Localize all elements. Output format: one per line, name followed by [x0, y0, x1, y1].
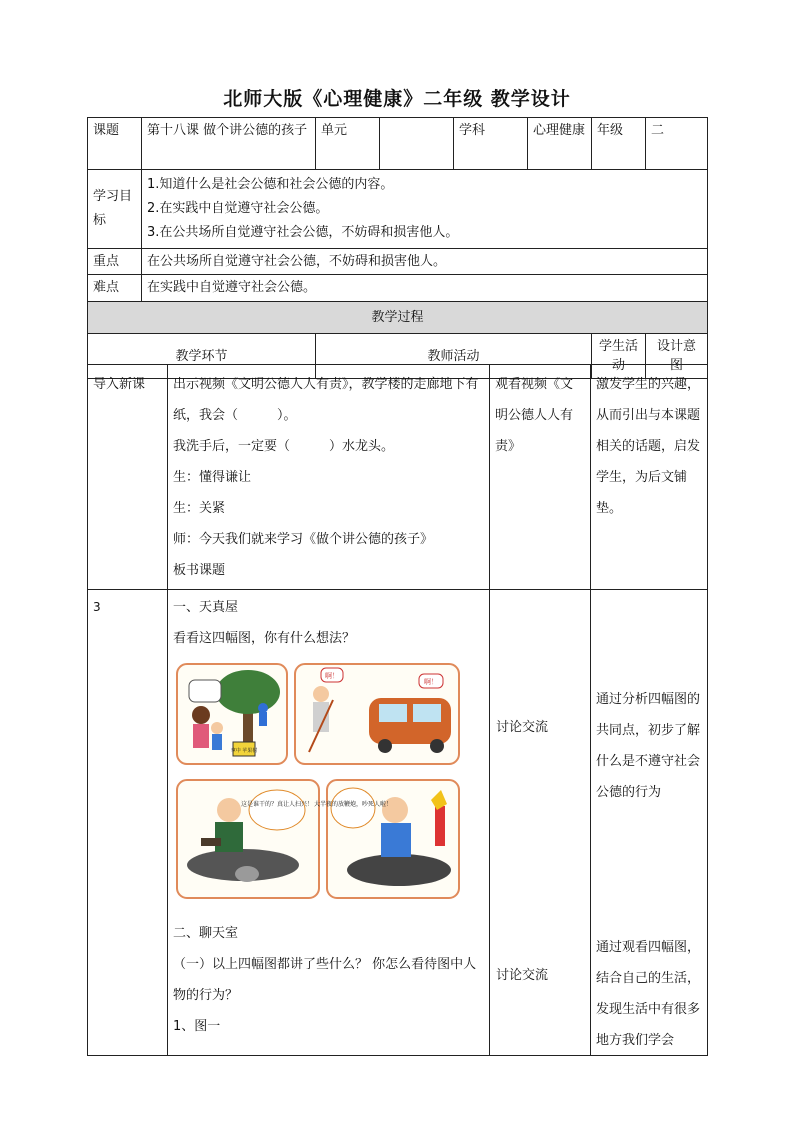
- col-intent: 设计意图: [646, 334, 708, 379]
- process-heading: 教学过程: [88, 302, 708, 334]
- bubble-top-mid: 啊！: [325, 672, 339, 680]
- intro-student: 观看视频《文明公德人人有责》: [490, 365, 591, 590]
- part2-item: 1、图一: [173, 1019, 221, 1034]
- bubble-top-right: 啊！: [424, 678, 438, 686]
- topic-value: 第十八课 做个讲公德的孩子: [142, 118, 316, 170]
- grade-label: 年级: [592, 118, 646, 170]
- student-activity-2: 讨论交流: [496, 968, 549, 983]
- panel-dog-mess: [177, 780, 319, 898]
- teacher-line: 我洗手后，一定要（ ）水龙头。: [173, 439, 395, 454]
- intro-stage: 导入新课: [88, 365, 168, 590]
- section2-intent: [591, 590, 708, 1056]
- section2-teacher: [168, 590, 490, 1056]
- topic-label: 课题: [88, 118, 142, 170]
- part2-title: 二、聊天室: [173, 926, 239, 941]
- student-activity-1: 讨论交流: [496, 720, 549, 735]
- intro-intent: 激发学生的兴趣，从而引出与本课题相关的话题，启发学生，为后文铺垫。: [591, 365, 708, 590]
- teacher-line: 出示视频《文明公德人人有责》，教学楼的走廊地下有纸，我会（ ）。: [173, 377, 479, 423]
- teacher-line: 师：今天我们就来学习《做个讲公德的孩子》: [173, 532, 434, 547]
- key-label: 重点: [88, 249, 142, 275]
- page-title: 北师大版《心理健康》二年级 教学设计: [223, 88, 571, 110]
- four-panel-illustration: [173, 660, 463, 910]
- part2-question: （一）以上四幅图都讲了些什么？ 你怎么看待图中人物的行为？: [173, 957, 477, 1003]
- goals-list: [142, 170, 708, 249]
- subject-value: 心理健康: [528, 118, 592, 170]
- part1-question: 看看这四幅图，你有什么想法？: [173, 631, 356, 646]
- goal-item: 1.知道什么是社会公德和社会公德的内容。: [147, 177, 394, 192]
- goal-item: 3.在公共场所自觉遵守社会公德，不妨碍和损害他人。: [147, 225, 459, 240]
- goals-label: 学习目标: [88, 170, 142, 249]
- col-stage: 教学环节: [88, 334, 316, 379]
- difficulty-value: 在实践中自觉遵守社会公德。: [142, 275, 708, 302]
- panel-sign-text: 拿中 苹果树: [230, 748, 258, 754]
- unit-value: [380, 118, 454, 170]
- section2-student: [490, 590, 591, 1056]
- subject-label: 学科: [454, 118, 528, 170]
- panel-tree-climbing: [177, 664, 287, 764]
- panel-car-litter: [295, 664, 459, 764]
- intro-teacher: [168, 365, 490, 590]
- goal-item: 2.在实践中自觉遵守社会公德。: [147, 201, 329, 216]
- panel-firecrackers: [314, 780, 459, 898]
- key-value: 在公共场所自觉遵守社会公德，不妨碍和损害他人。: [142, 249, 708, 275]
- col-teacher: 教师活动: [316, 334, 592, 379]
- bubble-bottom-left: 这是谁干的？真让人扫兴！: [240, 801, 314, 808]
- intent-2: 通过观看四幅图，结合自己的生活，发现生活中有很多地方我们学会: [596, 940, 701, 1048]
- grade-value: 二: [646, 118, 708, 170]
- difficulty-label: 难点: [88, 275, 142, 302]
- teacher-line: 生：关紧: [173, 501, 226, 516]
- section2-stage: 3: [88, 590, 168, 1056]
- col-student: 学生活动: [592, 334, 646, 379]
- part1-title: 一、天真屋: [173, 600, 239, 615]
- process-table: [87, 364, 708, 1056]
- teacher-line: 板书课题: [173, 563, 226, 578]
- teacher-line: 生：懂得谦让: [173, 470, 252, 485]
- intent-1: 通过分析四幅图的共同点，初步了解什么是不遵守社会公德的行为: [596, 692, 701, 800]
- unit-label: 单元: [316, 118, 380, 170]
- bubble-bottom-right: 大半夜的放鞭炮，吵死人啦！: [313, 801, 393, 808]
- lesson-plan-table: [87, 117, 708, 379]
